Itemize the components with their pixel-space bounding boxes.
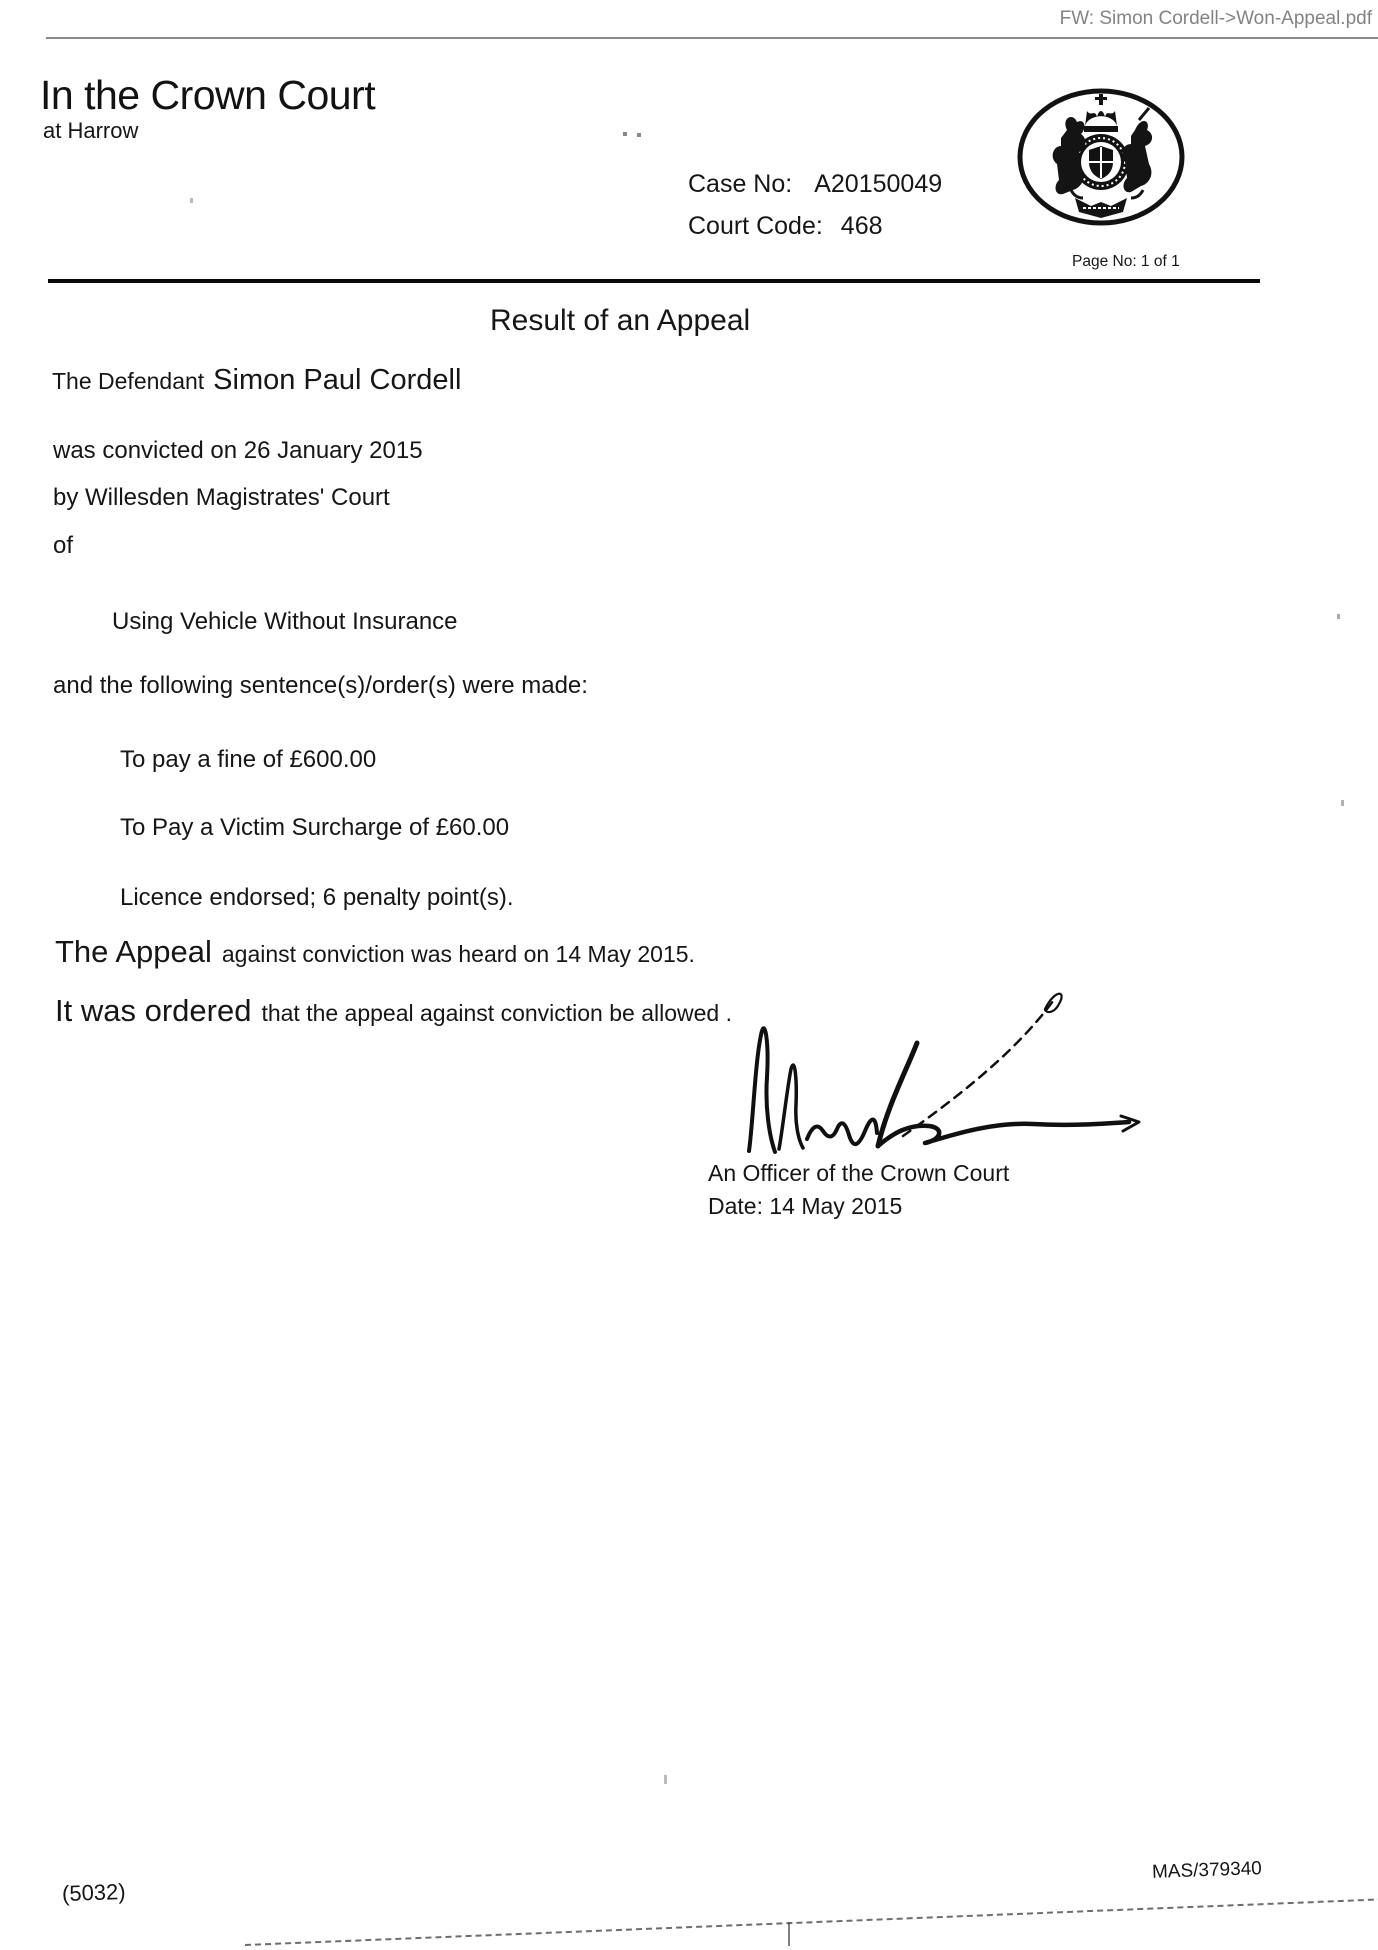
reference-number-right: MAS/379340 — [1151, 1858, 1263, 1883]
sentence-item-fine: To pay a fine of £600.00 — [120, 746, 377, 773]
officer-date: Date: 14 May 2015 — [708, 1193, 903, 1219]
scan-speck — [1341, 800, 1344, 806]
page-number: Page No: 1 of 1 — [1072, 253, 1180, 270]
appeal-rest-text: against conviction was heard on 14 May 2015. — [221, 941, 695, 967]
convicting-court-line: by Willesden Magistrates' Court — [53, 484, 390, 511]
defendant-line — [52, 366, 461, 395]
defendant-prefix: The Defendant — [52, 368, 205, 394]
scan-speck — [623, 132, 627, 136]
defendant-name: Simon Paul Cordell — [213, 364, 462, 396]
appeal-heard-line — [55, 936, 695, 967]
officer-signature — [735, 985, 1155, 1155]
scan-speck — [637, 133, 641, 137]
case-number-value: A20150049 — [814, 170, 943, 198]
sentence-item-penalty-points: Licence endorsed; 6 penalty point(s). — [120, 884, 514, 911]
sentence-item-surcharge: To Pay a Victim Surcharge of £60.00 — [120, 814, 510, 841]
offence-line: Using Vehicle Without Insurance — [112, 608, 458, 635]
header-divider-line — [46, 37, 1378, 39]
court-code-line — [688, 212, 883, 241]
document-title: Result of an Appeal — [490, 304, 751, 337]
royal-coat-of-arms-icon — [1015, 86, 1187, 230]
order-line — [55, 995, 732, 1026]
scan-speck — [190, 198, 193, 203]
court-code-label: Court Code: — [688, 212, 823, 240]
scan-speck — [1337, 614, 1340, 619]
case-number-line — [688, 170, 942, 199]
form-code-left: (5032) — [61, 1878, 126, 1907]
conviction-date-line: was convicted on 26 January 2015 — [53, 437, 423, 464]
scan-artifact-tick — [788, 1922, 790, 1946]
scan-speck — [664, 1775, 667, 1784]
section-divider-rule — [48, 279, 1260, 283]
sentences-intro-line: and the following sentence(s)/order(s) were made: — [53, 672, 588, 699]
court-name-heading: In the Crown Court — [40, 72, 376, 118]
officer-caption: An Officer of the Crown Court — [708, 1160, 1010, 1186]
of-line: of — [53, 532, 74, 559]
order-lead-text: It was ordered — [55, 993, 252, 1028]
court-location: at Harrow — [43, 118, 139, 143]
order-rest-text: that the appeal against conviction be allowed . — [261, 1000, 732, 1026]
pdf-filename-header: FW: Simon Cordell->Won-Appeal.pdf — [1059, 8, 1372, 29]
case-number-label: Case No: — [688, 170, 793, 198]
scan-artifact-dashed-line — [245, 1895, 1378, 1946]
appeal-lead-text: The Appeal — [55, 934, 212, 969]
court-code-value: 468 — [840, 212, 883, 240]
